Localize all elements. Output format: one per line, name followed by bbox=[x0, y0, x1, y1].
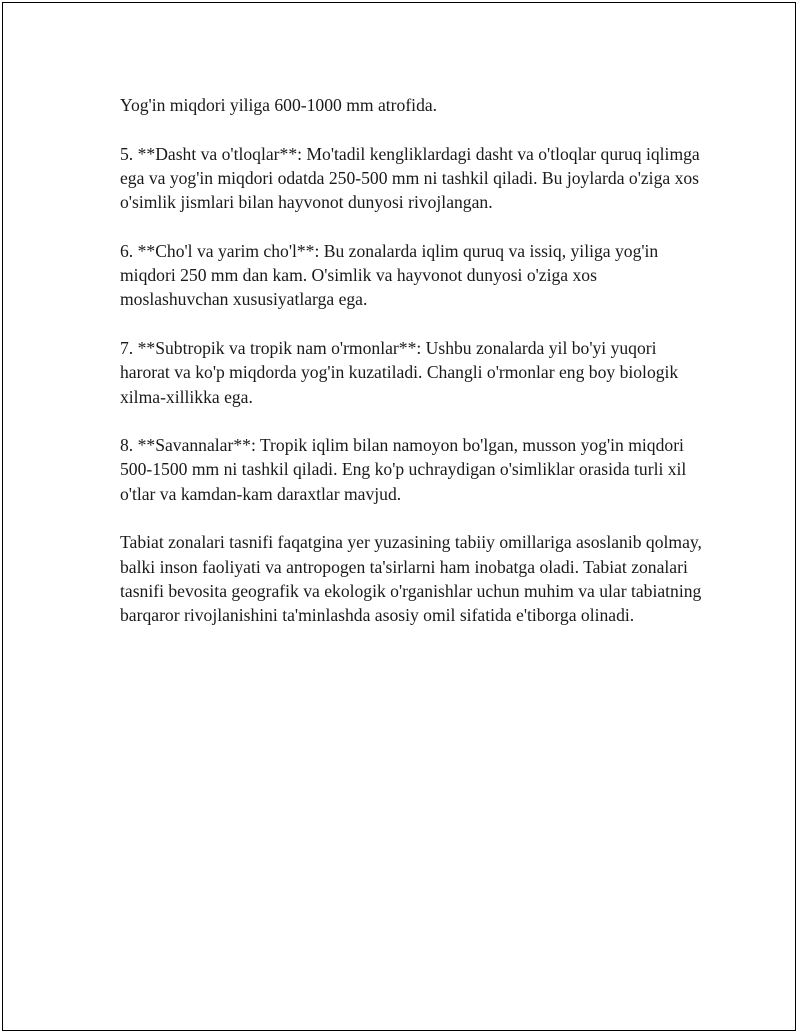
paragraph-chol: 6. **Cho'l va yarim cho'l**: Bu zonalarda iqlim quruq va issiq, yiliga yog'in miqdori 250 mm dan kam. O'simlik va hayvonot dunyosi o'ziga xos moslashuvchan xususiyatlarga ega. bbox=[120, 240, 659, 310]
paragraph-savannalar: 8. **Savannalar**: Tropik iqlim bilan namoyon bo'lgan, musson yog'in miqdori 500-1500 mm ni tashkil qiladi. Eng ko'p uchraydigan o'simliklar orasida turli xil o'tlar va kamdan-kam daraxtlar mavjud. bbox=[120, 435, 687, 504]
paragraph-conclusion: Tabiat zonalari tasnifi faqatgina yer yuzasining tabiiy omillariga asoslanib qolmay, balki inson faoliyati va antropogen ta'sirlarni ham inobatga oladi. Tabiat zonalari tasnifi bevosita geografik va ekologik o'rganishlar uchun muhim va ular tabiatning barqaror rivojlanishini ta'minlashda asosiy omil sifatida e'tiborga olinadi. bbox=[120, 532, 702, 626]
paragraph-intro: Yog'in miqdori yiliga 600-1000 mm atrofida. bbox=[120, 95, 438, 115]
document-body bbox=[120, 93, 705, 628]
paragraph-dasht: 5. **Dasht va o'tloqlar**: Mo'tadil kengliklardagi dasht va o'tloqlar quruq iqlimga ega va yog'in miqdori odatda 250-500 mm ni tashkil qiladi. Bu joylarda o'ziga xos o'simlik jismlari bilan hayvonot dunyosi rivojlangan. bbox=[120, 143, 700, 213]
document-page bbox=[2, 2, 796, 1031]
paragraph-subtropik: 7. **Subtropik va tropik nam o'rmonlar**: Ushbu zonalarda yil bo'yi yuqori harorat va ko'p miqdorda yog'in kuzatiladi. Changli o'rmonlar eng boy biologik xilma-xillikka ega. bbox=[120, 337, 679, 407]
